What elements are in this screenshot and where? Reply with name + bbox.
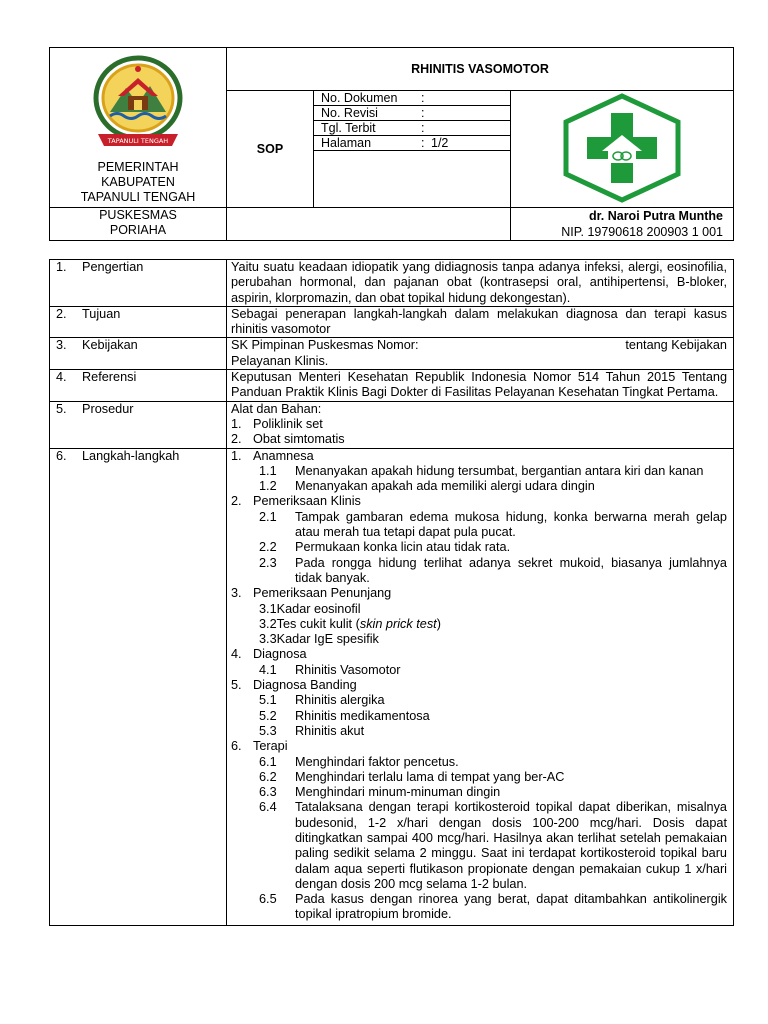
organization-name: [50, 160, 226, 206]
step-item: 1.2 Menanyakan apakah ada memiliki alergi udara dingin: [259, 479, 595, 494]
step-item: 2.2 Permukaan konka licin atau tidak rata.: [259, 540, 511, 555]
meta-row-document-number: No. Dokumen :: [314, 91, 510, 106]
org-line-3: TAPANULI TENGAH: [80, 190, 196, 204]
section-row-policy: 3. Kebijakan SK Pimpinan Puskesmas Nomor: tentang Kebijakan Pelayanan Klinis.: [50, 338, 734, 370]
org-line-1: PEMERINTAH: [97, 160, 179, 174]
step-heading: 1. Anamnesa: [231, 448, 314, 463]
section-body: Yaitu suatu keadaan idiopatik yang didiagnosis tanpa adanya infeksi, alergi, eosinofilia, perubahan hormonal, dan pajanan obat (kontrasepsi oral, antihipertensi, B-bloker, aspirin, klorpromazin, dan obat topikal hidung dekongestan).: [227, 260, 734, 307]
step-heading: 6. Terapi: [231, 739, 288, 754]
org-line-2: KABUPATEN: [101, 175, 175, 189]
logo-banner-text: TAPANULI TENGAH: [107, 137, 169, 145]
logo-cell: [50, 48, 227, 208]
list-item: 2. Obat simtomatis: [231, 432, 345, 447]
steps-body: [227, 448, 734, 925]
step-item: 3.3Kadar IgE spesifik: [259, 632, 379, 647]
signatory-name: dr. Naroi Putra Munthe: [588, 209, 723, 223]
section-label: Referensi: [82, 370, 137, 385]
step-item: 3.1Kadar eosinofil: [259, 601, 361, 616]
section-row-reference: 4. Referensi Keputusan Menteri Kesehatan Republik Indonesia Nomor 514 Tahun 2015 Tentang Panduan Praktik Klinis Bagi Dokter di Fasilitas Pelayanan Kesehatan Tingkat Pertama.: [50, 370, 734, 402]
sop-label: SOP: [227, 91, 314, 208]
step-item: 1.1 Menanyakan apakah hidung tersumbat, bergantian antara kiri dan kanan: [259, 463, 704, 478]
section-row-steps: 6. Langkah-langkah 1. Anamnesa 1.1 Menanyakan apakah hidung tersumbat, bergantian antara kiri dan kanan 1.2 Menanyakan apakah ada memiliki alergi udara dingin 2. Pemeriksaan Klinis 2.1 Tampak gambaran edema mukosa hidung, konka berwarna merah gelap atau merah tua tetapi dapat pula pucat. 2.2 Permukaan konka licin atau tidak rata. 2.3 Pada rongga hidung terlihat adanya sekret mukoid, biasanya jumlahnya tidak banyak. 3. Pemeriksaan Penunjang 3.1Kadar eosinofil 3.2Tes cukit kulit (skin prick test) 3.3Kadar IgE spesifik 4. Diagnosa 4.1 Rhinitis Vasomotor 5. Diagnosa Banding 5.1 Rhinitis alergika 5.2 Rhinitis medikamentosa 5.3 Rhinitis akut 6. Terapi 6.1 Menghindari faktor pencetus. 6.2 Menghindari terlalu lama di tempat yang ber-AC 6.3 Menghindari minum-minuman dingin 6.4 Tatalaksana dengan terapi kortikosteroid topikal dapat diberikan, misalnya budesonid, 1-2 x/hari dengan dosis 100-200 mcg/hari. Dosis dapat ditingkatkan sampai 400 mcg/hari. Hasilnya akan terlihat setelah pemakaian paling sedikit selama 2 minggu. Saat ini terdapat kortikosteroid topikal baru dalam aqua seperti flutikason propionate dengan pemakaian cukup 1 x/hari dengan dosis 200 mcg selama 1-2 bulan. 6.5 Pada kasus dengan rinorea yang berat, dapat ditambahkan antikolinergik topikal ipratropium bromide.: [50, 448, 734, 925]
document-meta: [314, 91, 511, 208]
signatory: [511, 208, 734, 241]
step-item: 6.1 Menghindari faktor pencetus.: [259, 754, 459, 769]
section-body: SK Pimpinan Puskesmas Nomor: tentang Kebijakan Pelayanan Klinis.: [227, 338, 734, 370]
regency-emblem-icon: [88, 52, 188, 156]
step-heading: 3. Pemeriksaan Penunjang: [231, 586, 392, 601]
step-heading: 5. Diagnosa Banding: [231, 678, 357, 693]
section-label: Tujuan: [82, 306, 121, 321]
meta-row-revision: No. Revisi :: [314, 106, 510, 121]
section-label: Langkah-langkah: [82, 448, 180, 463]
puskesmas-logo: [511, 91, 734, 208]
section-label: Prosedur: [82, 401, 134, 416]
section-body: Sebagai penerapan langkah-langkah dalam melakukan diagnosa dan terapi kasus rhinitis vasomotor: [227, 306, 734, 338]
health-cross-icon: [560, 93, 684, 203]
step-heading: 4. Diagnosa: [231, 647, 307, 662]
section-row-procedure: 5. Prosedur Alat dan Bahan: 1. Poliklinik set 2. Obat simtomatis: [50, 401, 734, 448]
puskesmas-name: PUSKESMAS PORIAHA: [50, 208, 227, 241]
section-label: Kebijakan: [82, 338, 138, 353]
section-body: Alat dan Bahan: 1. Poliklinik set 2. Obat simtomatis: [227, 401, 734, 448]
step-item: 2.1 Tampak gambaran edema mukosa hidung, konka berwarna merah gelap atau merah tua tetapi dapat pula pucat.: [259, 509, 727, 540]
step-item: 6.4 Tatalaksana dengan terapi kortikosteroid topikal dapat diberikan, misalnya budesonid, 1-2 x/hari dengan dosis 100-200 mcg/hari. Dosis dapat ditingkatkan sampai 400 mcg/hari. Hasilnya akan terlihat setelah pemakaian paling sedikit selama 2 minggu. Saat ini terdapat kortikosteroid topikal baru dalam aqua seperti flutikason propionate dengan pemakaian cukup 1 x/hari dengan dosis 200 mcg selama 1-2 bulan.: [259, 800, 727, 891]
step-heading: 2. Pemeriksaan Klinis: [231, 494, 361, 509]
list-item: 1. Poliklinik set: [231, 416, 323, 431]
step-item: 6.3 Menghindari minum-minuman dingin: [259, 785, 501, 800]
step-item: 3.2Tes cukit kulit (skin prick test): [259, 616, 441, 631]
regency-logo: [50, 48, 226, 160]
document-title: RHINITIS VASOMOTOR: [227, 48, 734, 91]
section-body: Keputusan Menteri Kesehatan Republik Indonesia Nomor 514 Tahun 2015 Tentang Panduan Praktik Klinis Bagi Dokter di Fasilitas Pelayanan Kesehatan Tingkat Pertama.: [227, 370, 734, 402]
header-table: [49, 47, 734, 241]
step-item: 2.3 Pada rongga hidung terlihat adanya sekret mukoid, biasanya jumlahnya tidak banyak.: [259, 555, 727, 585]
step-item: 5.2 Rhinitis medikamentosa: [259, 708, 430, 723]
meta-row-page: Halaman : 1/2: [314, 136, 510, 151]
step-item: 5.3 Rhinitis akut: [259, 723, 365, 738]
step-item: 6.5 Pada kasus dengan rinorea yang berat, dapat ditambahkan antikolinergik topikal ipratropium bromide.: [259, 892, 727, 922]
step-item: 5.1 Rhinitis alergika: [259, 693, 385, 708]
section-label: Pengertian: [82, 260, 144, 274]
empty-cell: [227, 208, 511, 241]
section-row-definition: 1. Pengertian Yaitu suatu keadaan idiopatik yang didiagnosis tanpa adanya infeksi, alergi, eosinofilia, perubahan hormonal, dan pajanan obat (kontrasepsi oral, antihipertensi, B-bloker, aspirin, klorpromazin, dan obat topikal hidung dekongestan).: [50, 260, 734, 307]
signatory-nip: NIP. 19790618 200903 1 001: [561, 225, 723, 239]
meta-row-issue-date: Tgl. Terbit :: [314, 121, 510, 136]
step-item: 6.2 Menghindari terlalu lama di tempat yang ber-AC: [259, 769, 565, 784]
content-table: [49, 259, 734, 926]
section-row-purpose: 2. Tujuan Sebagai penerapan langkah-langkah dalam melakukan diagnosa dan terapi kasus rhinitis vasomotor: [50, 306, 734, 338]
step-item: 4.1 Rhinitis Vasomotor: [259, 662, 401, 677]
